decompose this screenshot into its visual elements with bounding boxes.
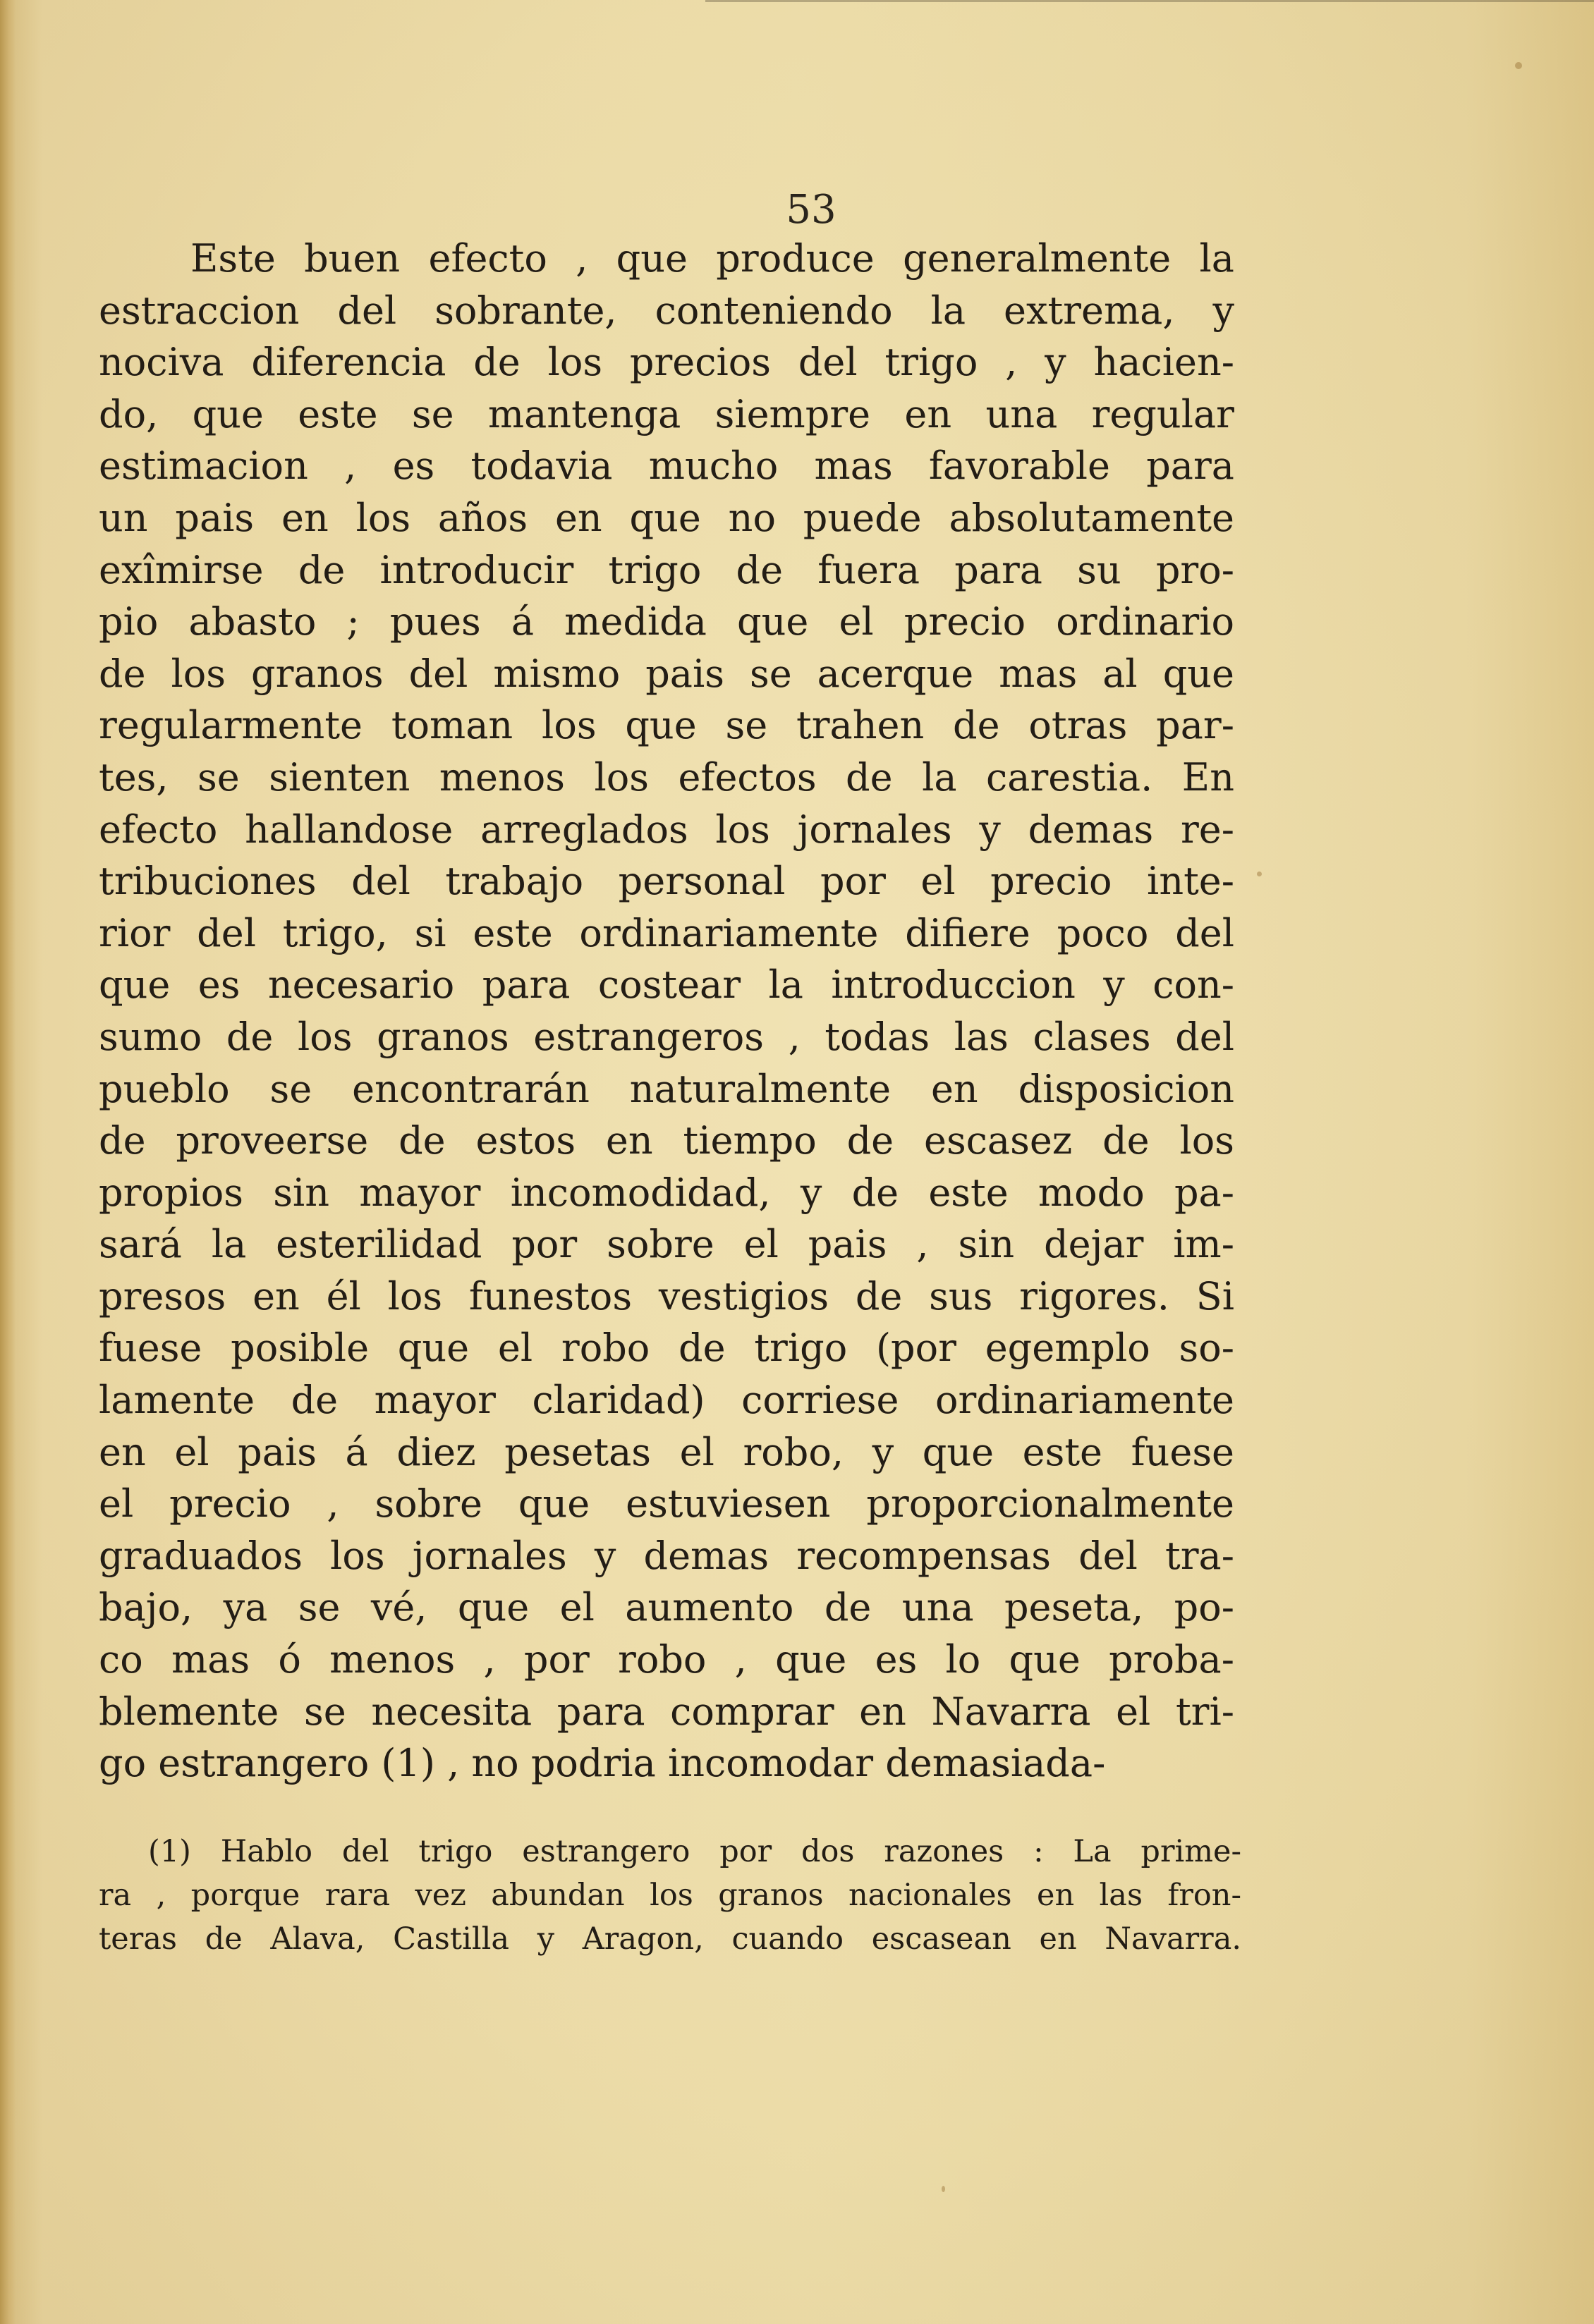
- footnote: [99, 1830, 1241, 1961]
- text-line: en el pais á diez pesetas el robo, y que este fuese: [99, 1429, 1234, 1474]
- text-line: presos en él los funestos vestigios de sus rigores. Si: [99, 1273, 1234, 1319]
- text-line: que es necesario para costear la introduccion y con-: [99, 962, 1234, 1008]
- text-line: de los granos del mismo pais se acerque mas al que: [99, 651, 1234, 696]
- text-line: pio abasto ; pues á medida que el precio ordinario: [99, 599, 1234, 644]
- text-line: bajo, ya se vé, que el aumento de una peseta, po-: [99, 1585, 1234, 1630]
- footnote-line: (1) Hablo del trigo estrangero por dos razones : La prime-: [148, 1834, 1241, 1869]
- text-line: graduados los jornales y demas recompensas del tra-: [99, 1533, 1234, 1578]
- text-line: efecto hallandose arreglados los jornales y demas re-: [99, 807, 1234, 852]
- body-text: [99, 233, 1234, 1790]
- text-line: de proveerse de estos en tiempo de escasez de los: [99, 1118, 1234, 1163]
- text-line: estraccion del sobrante, conteniendo la extrema, y: [99, 288, 1234, 333]
- text-line: estimacion , es todavia mucho mas favorable para: [99, 444, 1234, 489]
- text-line: sumo de los granos estrangeros , todas las clases del: [99, 1014, 1234, 1059]
- text-line: el precio , sobre que estuviesen proporcionalmente: [99, 1481, 1234, 1527]
- text-line: fuese posible que el robo de trigo (por egemplo so-: [99, 1326, 1234, 1371]
- text-line: co mas ó menos , por robo , que es lo que proba-: [99, 1637, 1234, 1682]
- footnote-line: teras de Alava, Castilla y Aragon, cuando escasean en Navarra.: [99, 1921, 1241, 1957]
- text-line: lamente de mayor claridad) corriese ordinariamente: [99, 1378, 1234, 1423]
- text-line: blemente se necesita para comprar en Navarra el tri-: [99, 1689, 1234, 1734]
- text-line: propios sin mayor incomodidad, y de este modo pa-: [99, 1170, 1234, 1215]
- foxing-spot: [1515, 62, 1522, 69]
- text-line: un pais en los años en que no puede absolutamente: [99, 495, 1234, 540]
- text-line: rior del trigo, si este ordinariamente difiere poco del: [99, 910, 1234, 955]
- foxing-spot: [942, 2186, 945, 2192]
- footnote-line: ra , porque rara vez abundan los granos nacionales en las fron-: [99, 1878, 1241, 1913]
- text-line: tribuciones del trabajo personal por el precio inte-: [99, 859, 1234, 904]
- text-line: regularmente toman los que se trahen de otras par-: [99, 703, 1234, 748]
- page-number: 53: [786, 187, 836, 233]
- text-line: exîmirse de introducir trigo de fuera para su pro-: [99, 547, 1234, 592]
- foxing-spot: [1257, 872, 1262, 876]
- text-line: nociva diferencia de los precios del trigo , y hacien-: [99, 340, 1234, 385]
- top-edge-line: [705, 0, 1594, 2]
- text-line: Este buen efecto , que produce generalmente la: [190, 236, 1234, 281]
- text-line: do, que este se mantenga siempre en una regular: [99, 391, 1234, 436]
- text-line: sará la esterilidad por sobre el pais , sin dejar im-: [99, 1222, 1234, 1267]
- page-spine-edge: [0, 0, 16, 2324]
- text-line: pueblo se encontrarán naturalmente en disposicion: [99, 1066, 1234, 1111]
- text-line: go estrangero (1) , no podria incomodar demasiada-: [99, 1741, 1106, 1786]
- text-line: tes, se sienten menos los efectos de la carestia. En: [99, 754, 1234, 800]
